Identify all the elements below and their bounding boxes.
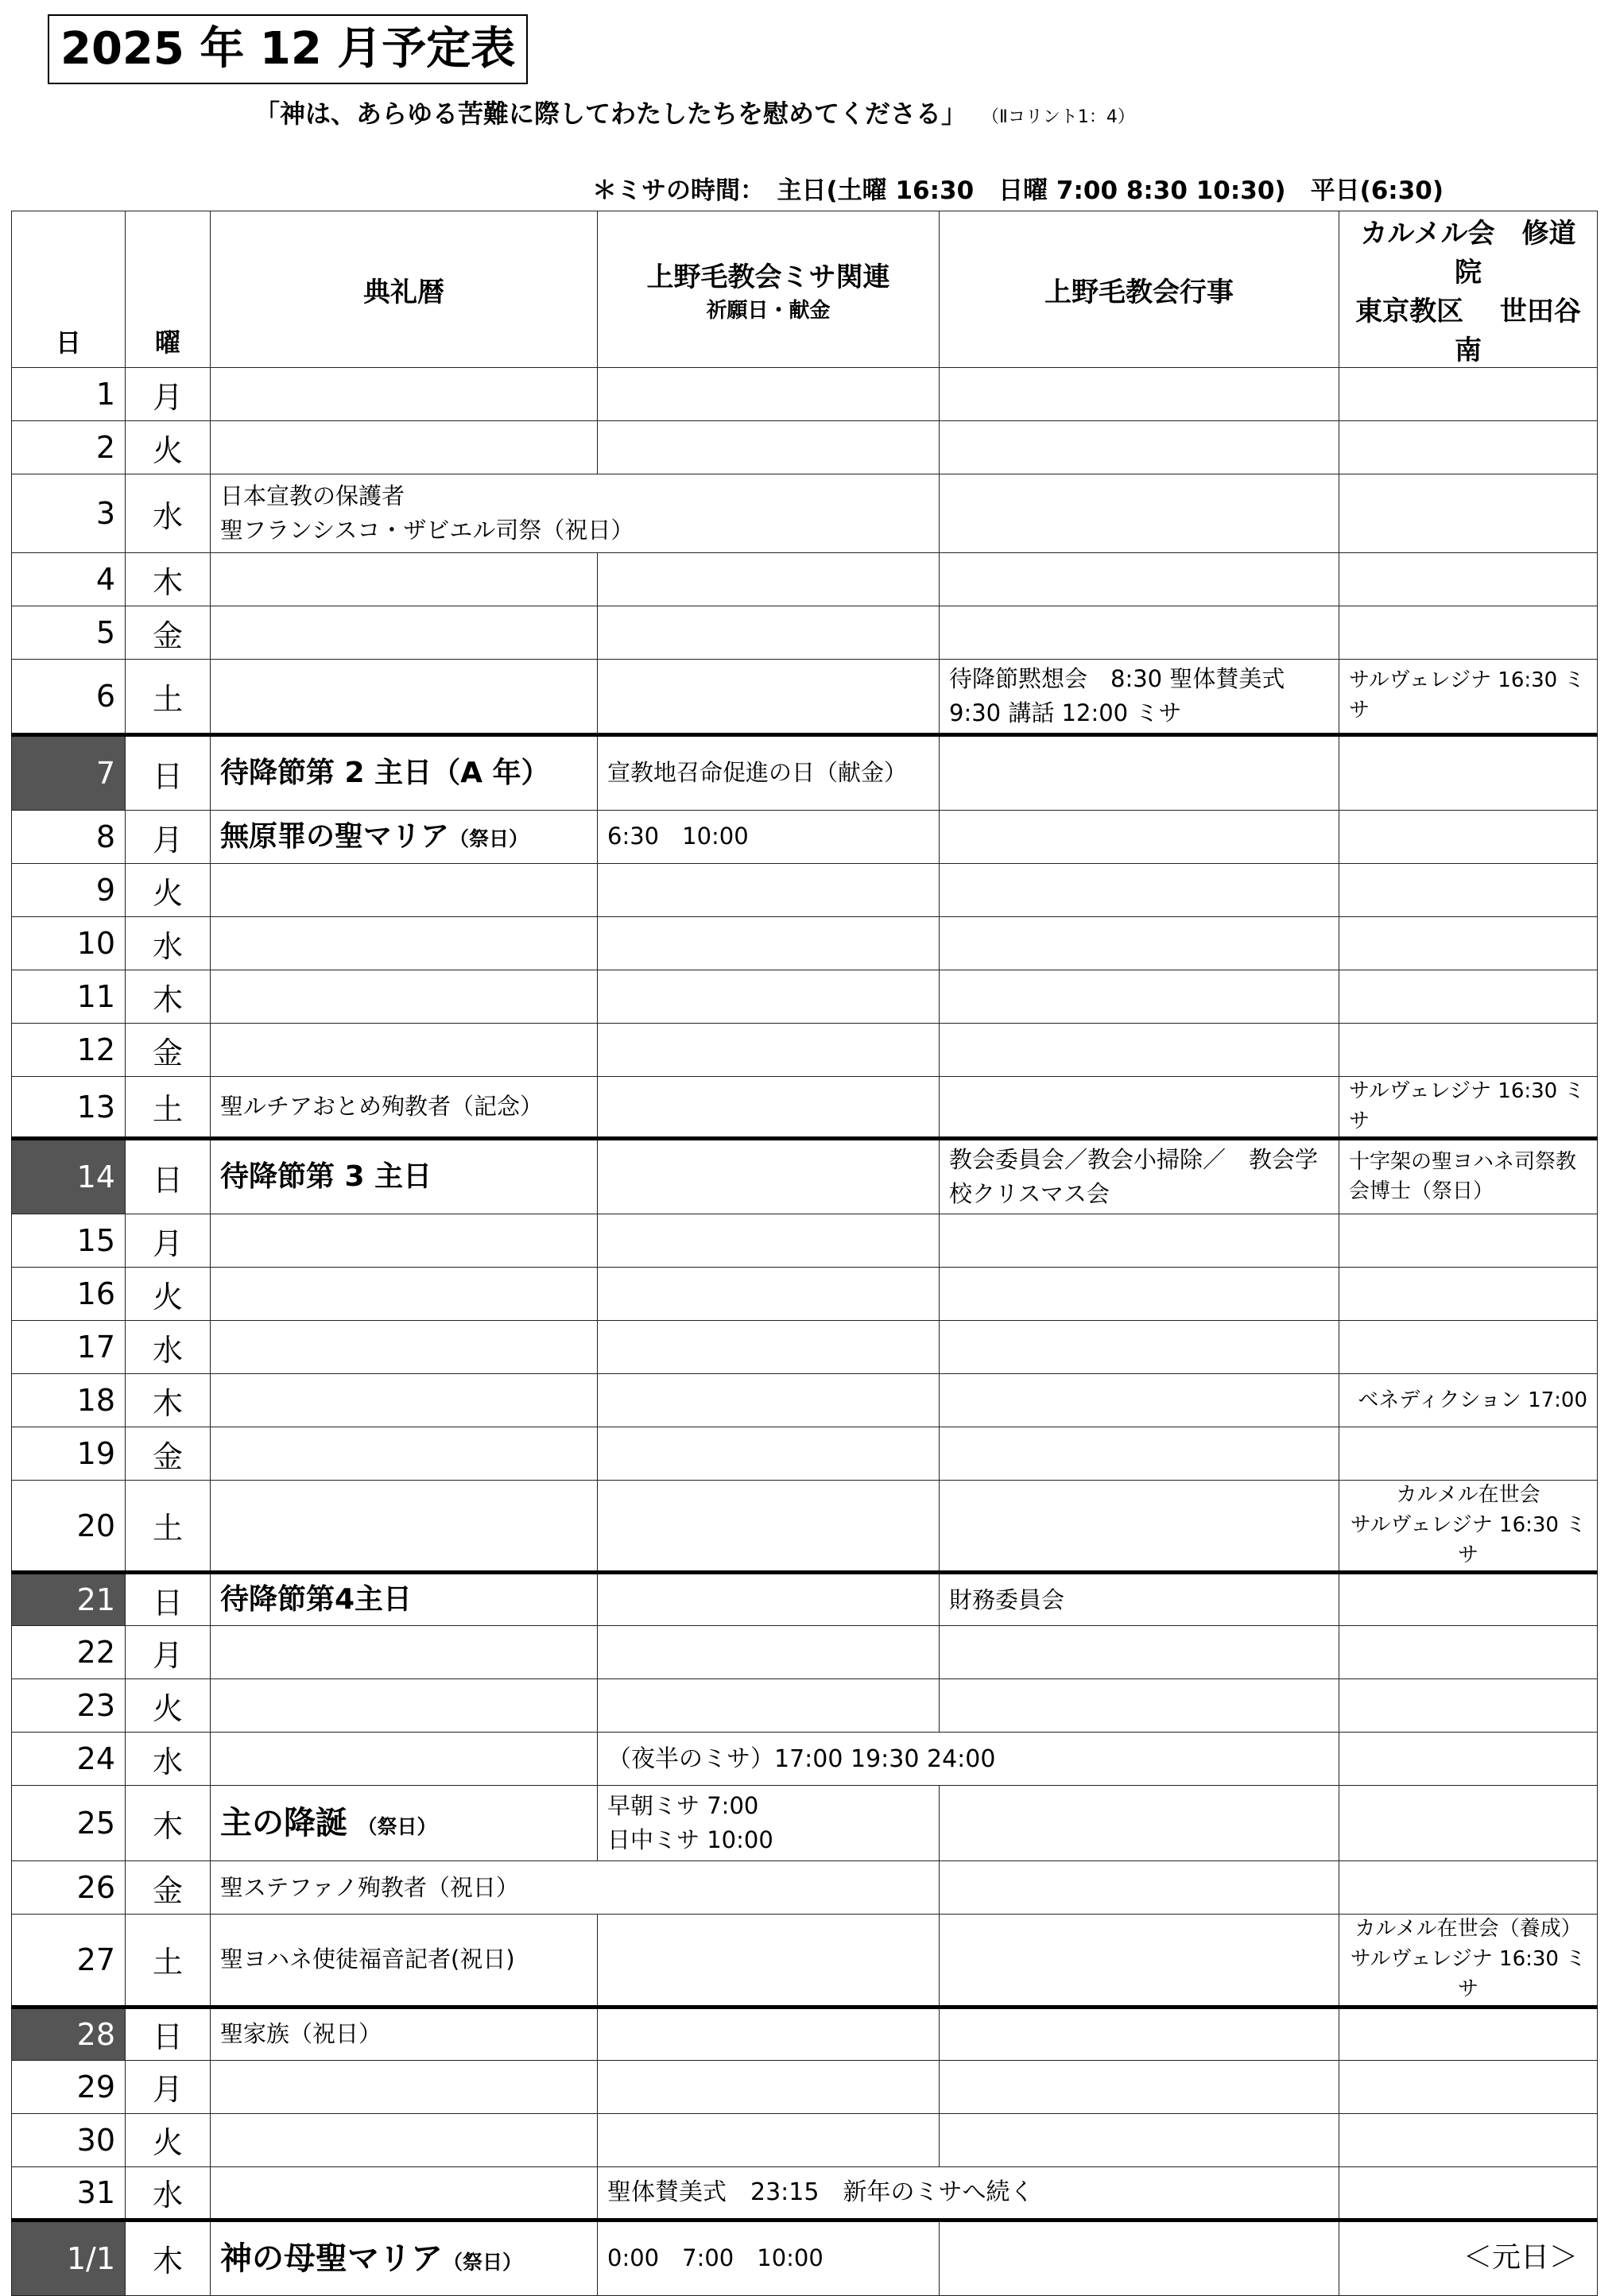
liturgy-cell xyxy=(211,1139,598,1214)
header-mass-title: 上野毛教会ミサ関連 xyxy=(646,261,890,293)
liturgy-text: 聖ルチアおとめ殉教者（記念） xyxy=(220,1092,544,1120)
mass-cell xyxy=(598,1679,940,1733)
carmel-text: ベネディクション 17:00 xyxy=(1358,1388,1587,1412)
mass-cell xyxy=(598,1024,940,1077)
carmel-cell xyxy=(1339,2220,1598,2295)
mass-cell xyxy=(598,1915,940,2007)
weekday-cell: 火 xyxy=(126,864,211,917)
day-cell: 22 xyxy=(12,1626,126,1679)
liturgy-cell xyxy=(211,1321,598,1374)
liturgy-cell xyxy=(211,1861,940,1915)
events-cell xyxy=(940,1139,1339,1214)
day-cell: 2 xyxy=(12,421,126,474)
mass-cell xyxy=(598,1077,940,1139)
table-row xyxy=(12,1481,1598,1573)
mass-text: 聖体賛美式 23:15 新年のミサへ続く xyxy=(607,2178,1034,2206)
mass-text: （夜半のミサ）17:00 19:30 24:00 xyxy=(607,1744,996,1773)
liturgy-cell xyxy=(211,1024,598,1077)
day-cell: 5 xyxy=(12,606,126,660)
carmel-cell xyxy=(1339,2113,1598,2166)
carmel-cell xyxy=(1339,606,1598,660)
table-row xyxy=(12,1374,1598,1427)
weekday-cell: 金 xyxy=(126,606,211,660)
liturgy-cell xyxy=(211,811,598,864)
table-row xyxy=(12,2166,1598,2220)
page-title: 2025 年 12 月予定表 xyxy=(48,14,528,84)
liturgy-cell xyxy=(211,1733,598,1786)
carmel-cell xyxy=(1339,811,1598,864)
mass-cell xyxy=(598,1214,940,1268)
mass-cell xyxy=(598,811,940,864)
mass-cell xyxy=(598,660,940,735)
liturgy-rank: （祭日） xyxy=(347,1815,437,1839)
day-cell: 6 xyxy=(12,660,126,735)
liturgy-text: 聖ヨハネ使徒福音記者(祝日) xyxy=(220,1946,515,1973)
header-events: 上野毛教会行事 xyxy=(940,211,1339,368)
weekday-cell: 火 xyxy=(126,1268,211,1321)
liturgy-cell xyxy=(211,474,940,553)
carmel-cell xyxy=(1339,368,1598,421)
header-day: 日 xyxy=(12,211,126,368)
liturgy-name: 無原罪の聖マリア xyxy=(220,820,450,853)
mass-text: 0:00 7:00 10:00 xyxy=(607,2244,824,2271)
table-row xyxy=(12,1427,1598,1481)
carmel-cell xyxy=(1339,1374,1598,1427)
carmel-cell xyxy=(1339,660,1598,735)
liturgy-cell xyxy=(211,1374,598,1427)
mass-time-note: ＊ミサの時間： 主日(土曜 16:30 日曜 7:00 8:30 10:30) 平日(6:30) xyxy=(592,176,1444,205)
liturgy-text: 待降節第4主日 xyxy=(220,1583,413,1616)
carmel-text: カルメル在世会 サルヴェレジナ 16:30 ミサ xyxy=(1350,1483,1587,1567)
mass-cell xyxy=(598,864,940,917)
liturgy-rank: （祭日） xyxy=(449,827,529,850)
liturgy-cell xyxy=(211,1481,598,1573)
table-row xyxy=(12,368,1598,421)
liturgy-text: 日本宣教の保護者 聖フランシスコ・ザビエル司祭（祝日） xyxy=(220,482,634,544)
liturgy-text: 聖家族（祝日） xyxy=(220,2019,382,2047)
mass-cell xyxy=(598,735,940,811)
carmel-cell xyxy=(1339,1573,1598,1626)
carmel-text: サルヴェレジナ 16:30 ミサ xyxy=(1349,1079,1585,1133)
liturgy-rank: （祭日） xyxy=(443,2250,523,2274)
events-cell xyxy=(940,660,1339,735)
day-cell: 21 xyxy=(12,1573,126,1626)
events-cell xyxy=(940,1268,1339,1321)
liturgy-cell xyxy=(211,1077,598,1139)
table-row xyxy=(12,1626,1598,1679)
liturgy-cell xyxy=(211,970,598,1024)
carmel-cell xyxy=(1339,1268,1598,1321)
day-cell: 15 xyxy=(12,1214,126,1268)
day-cell: 12 xyxy=(12,1024,126,1077)
mass-cell xyxy=(598,1139,940,1214)
weekday-cell: 金 xyxy=(126,1861,211,1915)
events-text: 待降節黙想会 8:30 聖体賛美式 9:30 講話 12:00 ミサ xyxy=(949,664,1285,726)
liturgy-cell xyxy=(211,2166,598,2220)
liturgy-cell xyxy=(211,917,598,970)
header-carmel xyxy=(1339,211,1598,368)
header-liturgy: 典礼暦 xyxy=(211,211,598,368)
events-cell xyxy=(940,1679,1339,1733)
liturgy-line xyxy=(220,2235,587,2282)
table-row xyxy=(12,2113,1598,2166)
day-cell: 8 xyxy=(12,811,126,864)
liturgy-cell xyxy=(211,2220,598,2295)
weekday-cell: 月 xyxy=(126,811,211,864)
verse-text: 「神は、あらゆる苦難に際してわたしたちを慰めてくださる」 xyxy=(254,99,967,129)
day-cell: 18 xyxy=(12,1374,126,1427)
carmel-cell xyxy=(1339,2166,1598,2220)
mass-cell xyxy=(598,1481,940,1573)
liturgy-cell xyxy=(211,368,598,421)
mass-text: 宣教地召命促進の日（献金） xyxy=(607,759,908,787)
mass-cell xyxy=(598,1321,940,1374)
events-cell xyxy=(940,970,1339,1024)
table-row xyxy=(12,735,1598,811)
table-row xyxy=(12,474,1598,553)
table-row xyxy=(12,660,1598,735)
weekday-cell: 金 xyxy=(126,1024,211,1077)
weekday-cell: 土 xyxy=(126,1481,211,1573)
weekday-cell: 日 xyxy=(126,2007,211,2060)
events-cell xyxy=(940,1427,1339,1481)
table-row xyxy=(12,1139,1598,1214)
carmel-cell xyxy=(1339,917,1598,970)
table-row xyxy=(12,2220,1598,2295)
liturgy-cell xyxy=(211,2007,598,2060)
mass-cell xyxy=(598,1573,940,1626)
mass-cell xyxy=(598,1786,940,1861)
events-cell xyxy=(940,1573,1339,1626)
mass-cell xyxy=(598,421,940,474)
carmel-text: ＜元日＞ xyxy=(1463,2241,1578,2275)
liturgy-cell xyxy=(211,1915,598,2007)
day-cell: 20 xyxy=(12,1481,126,1573)
liturgy-cell xyxy=(211,1679,598,1733)
carmel-cell xyxy=(1339,1214,1598,1268)
liturgy-text: 待降節第 2 主日（A 年） xyxy=(220,757,550,789)
day-cell: 1/1 xyxy=(12,2220,126,2295)
events-cell xyxy=(940,368,1339,421)
day-cell: 30 xyxy=(12,2113,126,2166)
carmel-cell xyxy=(1339,1024,1598,1077)
weekday-cell: 木 xyxy=(126,553,211,606)
day-cell: 1 xyxy=(12,368,126,421)
weekday-cell: 月 xyxy=(126,1626,211,1679)
table-row xyxy=(12,917,1598,970)
events-cell xyxy=(940,735,1339,811)
liturgy-line xyxy=(220,815,587,858)
day-cell: 10 xyxy=(12,917,126,970)
mass-cell xyxy=(598,553,940,606)
events-cell xyxy=(940,2007,1339,2060)
weekday-cell: 木 xyxy=(126,1374,211,1427)
events-cell xyxy=(940,2113,1339,2166)
weekday-cell: 水 xyxy=(126,1321,211,1374)
events-cell xyxy=(940,811,1339,864)
weekday-cell: 日 xyxy=(126,1573,211,1626)
mass-cell xyxy=(598,917,940,970)
weekday-cell: 水 xyxy=(126,2166,211,2220)
events-cell xyxy=(940,917,1339,970)
mass-cell xyxy=(598,606,940,660)
day-cell: 31 xyxy=(12,2166,126,2220)
weekday-cell: 土 xyxy=(126,660,211,735)
mass-text: 早朝ミサ 7:00 日中ミサ 10:00 xyxy=(607,1791,773,1854)
day-cell: 19 xyxy=(12,1427,126,1481)
events-cell xyxy=(940,606,1339,660)
day-cell: 7 xyxy=(12,735,126,811)
carmel-cell xyxy=(1339,1915,1598,2007)
liturgy-name: 神の母聖マリア xyxy=(220,2240,443,2277)
events-cell xyxy=(940,1374,1339,1427)
table-row xyxy=(12,1268,1598,1321)
table-row xyxy=(12,1077,1598,1139)
events-cell xyxy=(940,1786,1339,1861)
carmel-cell xyxy=(1339,1786,1598,1861)
carmel-text: カルメル在世会（養成） サルヴェレジナ 16:30 ミサ xyxy=(1350,1917,1587,2001)
weekday-cell: 月 xyxy=(126,368,211,421)
header-carmel-line2: 東京教区 世田谷南 xyxy=(1355,296,1581,366)
header-mass-subtitle: 祈願日・献金 xyxy=(706,299,831,323)
table-row xyxy=(12,2060,1598,2113)
mass-text: 6:30 10:00 xyxy=(607,823,749,850)
day-cell: 26 xyxy=(12,1861,126,1915)
day-cell: 24 xyxy=(12,1733,126,1786)
table-row xyxy=(12,1573,1598,1626)
liturgy-cell xyxy=(211,1786,598,1861)
weekday-cell: 水 xyxy=(126,474,211,553)
verse-reference: （Ⅱコリント1：4） xyxy=(990,107,1135,127)
liturgy-cell xyxy=(211,2060,598,2113)
carmel-cell xyxy=(1339,553,1598,606)
carmel-cell xyxy=(1339,1861,1598,1915)
table-row xyxy=(12,1733,1598,1786)
events-cell xyxy=(940,1024,1339,1077)
table-row xyxy=(12,970,1598,1024)
weekday-cell: 金 xyxy=(126,1427,211,1481)
events-text: 教会委員会／教会小掃除／ 教会学校クリスマス会 xyxy=(949,1145,1319,1208)
carmel-cell xyxy=(1339,735,1598,811)
liturgy-cell xyxy=(211,864,598,917)
mass-cell xyxy=(598,970,940,1024)
mass-cell xyxy=(598,2060,940,2113)
events-cell xyxy=(940,2060,1339,2113)
weekday-cell: 土 xyxy=(126,1915,211,2007)
liturgy-cell xyxy=(211,421,598,474)
liturgy-cell xyxy=(211,1573,598,1626)
carmel-text: サルヴェレジナ 16:30 ミサ xyxy=(1349,668,1585,722)
events-cell xyxy=(940,1214,1339,1268)
liturgy-cell xyxy=(211,1268,598,1321)
day-cell: 9 xyxy=(12,864,126,917)
carmel-cell xyxy=(1339,1679,1598,1733)
carmel-text: 十字架の聖ヨハネ司祭教会博士（祭日） xyxy=(1349,1149,1577,1204)
weekday-cell: 月 xyxy=(126,2060,211,2113)
table-row xyxy=(12,1321,1598,1374)
day-cell: 29 xyxy=(12,2060,126,2113)
schedule-table xyxy=(11,211,1598,2296)
table-row xyxy=(12,811,1598,864)
day-cell: 16 xyxy=(12,1268,126,1321)
table-row xyxy=(12,1214,1598,1268)
weekday-cell: 日 xyxy=(126,735,211,811)
events-cell xyxy=(940,421,1339,474)
day-cell: 27 xyxy=(12,1915,126,2007)
events-cell xyxy=(940,864,1339,917)
events-cell xyxy=(940,2220,1339,2295)
day-cell: 25 xyxy=(12,1786,126,1861)
liturgy-name: 主の降誕 xyxy=(220,1805,347,1842)
mass-cell xyxy=(598,1374,940,1427)
mass-cell xyxy=(598,1427,940,1481)
day-cell: 3 xyxy=(12,474,126,553)
mass-cell xyxy=(598,2166,1339,2220)
carmel-cell xyxy=(1339,1077,1598,1139)
day-cell: 11 xyxy=(12,970,126,1024)
header-row xyxy=(12,211,1598,368)
mass-cell xyxy=(598,2220,940,2295)
table-row xyxy=(12,1861,1598,1915)
table-row xyxy=(12,864,1598,917)
liturgy-text: 聖ステファノ殉教者（祝日） xyxy=(220,1873,519,1901)
liturgy-cell xyxy=(211,735,598,811)
carmel-cell xyxy=(1339,474,1598,553)
table-row xyxy=(12,2007,1598,2060)
table-row xyxy=(12,1786,1598,1861)
carmel-cell xyxy=(1339,1626,1598,1679)
mass-cell xyxy=(598,1626,940,1679)
events-cell xyxy=(940,1481,1339,1573)
day-cell: 13 xyxy=(12,1077,126,1139)
carmel-cell xyxy=(1339,421,1598,474)
carmel-cell xyxy=(1339,1139,1598,1214)
liturgy-cell xyxy=(211,2113,598,2166)
weekday-cell: 日 xyxy=(126,1139,211,1214)
events-cell xyxy=(940,1626,1339,1679)
table-row xyxy=(12,606,1598,660)
weekday-cell: 木 xyxy=(126,2220,211,2295)
weekday-cell: 火 xyxy=(126,2113,211,2166)
events-cell xyxy=(940,474,1339,553)
table-row xyxy=(12,1679,1598,1733)
weekday-cell: 水 xyxy=(126,1733,211,1786)
liturgy-cell xyxy=(211,1427,598,1481)
carmel-cell xyxy=(1339,1321,1598,1374)
weekday-cell: 木 xyxy=(126,970,211,1024)
day-cell: 23 xyxy=(12,1679,126,1733)
weekday-cell: 月 xyxy=(126,1214,211,1268)
events-cell xyxy=(940,1077,1339,1139)
weekday-cell: 火 xyxy=(126,421,211,474)
header-mass xyxy=(598,211,940,368)
day-cell: 17 xyxy=(12,1321,126,1374)
liturgy-cell xyxy=(211,606,598,660)
liturgy-cell xyxy=(211,553,598,606)
events-cell xyxy=(940,553,1339,606)
day-cell: 4 xyxy=(12,553,126,606)
carmel-cell xyxy=(1339,1427,1598,1481)
table-row xyxy=(12,1024,1598,1077)
liturgy-line xyxy=(220,1799,587,1847)
carmel-cell xyxy=(1339,2007,1598,2060)
mass-cell xyxy=(598,1268,940,1321)
carmel-cell xyxy=(1339,1733,1598,1786)
carmel-cell xyxy=(1339,2060,1598,2113)
weekday-cell: 木 xyxy=(126,1786,211,1861)
mass-cell xyxy=(598,2113,940,2166)
day-cell: 28 xyxy=(12,2007,126,2060)
liturgy-text: 待降節第 3 主日 xyxy=(220,1160,432,1194)
carmel-cell xyxy=(1339,864,1598,917)
liturgy-cell xyxy=(211,1626,598,1679)
mass-cell xyxy=(598,2007,940,2060)
carmel-cell xyxy=(1339,970,1598,1024)
liturgy-cell xyxy=(211,1214,598,1268)
events-cell xyxy=(940,1321,1339,1374)
liturgy-cell xyxy=(211,660,598,735)
weekday-cell: 水 xyxy=(126,917,211,970)
events-text: 財務委員会 xyxy=(949,1586,1065,1613)
header-dow: 曜 xyxy=(126,211,211,368)
weekday-cell: 火 xyxy=(126,1679,211,1733)
mass-cell xyxy=(598,1733,1339,1786)
table-row xyxy=(12,421,1598,474)
events-cell xyxy=(940,1915,1339,2007)
table-row xyxy=(12,1915,1598,2007)
day-cell: 14 xyxy=(12,1139,126,1214)
mass-cell xyxy=(598,368,940,421)
verse-line xyxy=(254,94,1135,130)
table-row xyxy=(12,553,1598,606)
weekday-cell: 土 xyxy=(126,1077,211,1139)
carmel-cell xyxy=(1339,1481,1598,1573)
header-carmel-line1: カルメル会 修道院 xyxy=(1360,218,1576,288)
events-cell xyxy=(940,1861,1339,1915)
